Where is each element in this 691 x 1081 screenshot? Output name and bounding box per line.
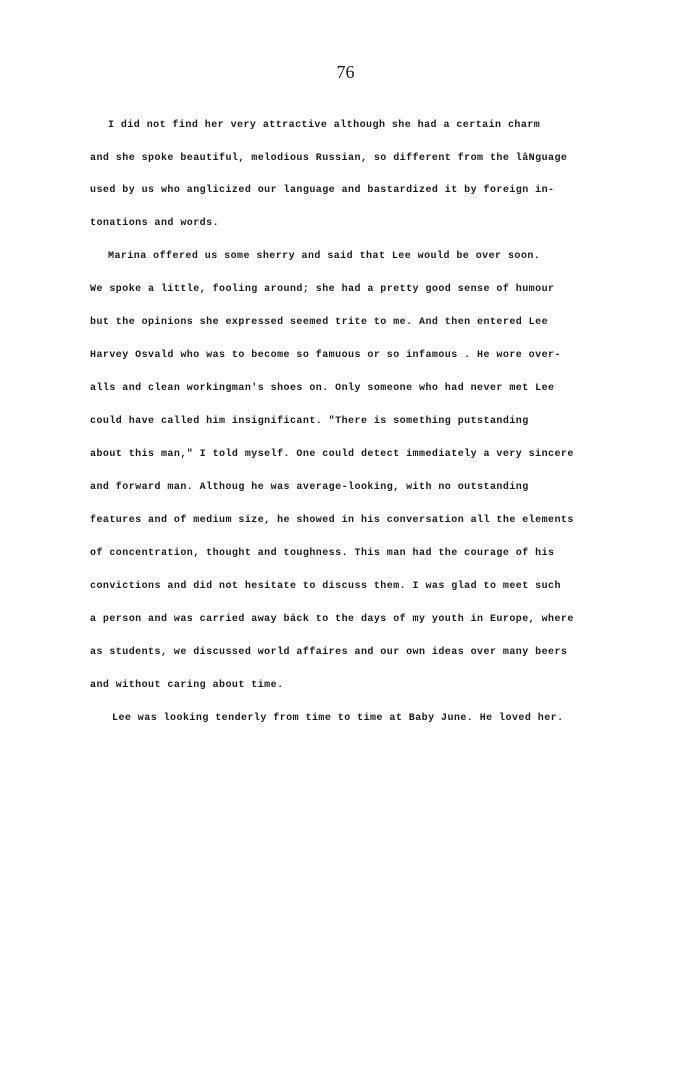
text-line: Harvey Osvald who was to become so famuous or so infamous . He wore over-: [90, 350, 561, 361]
text-line: Marina offered us some sherry and said that Lee would be over soon.: [108, 251, 541, 262]
text-line: and forward man. Althoug he was average-looking, with no outstanding: [90, 482, 529, 493]
text-line: tonations and words.: [90, 218, 220, 229]
text-line: and she spoke beautiful, melodious Russian, so different from the lâNguage: [90, 153, 568, 164]
text-line: Lee was looking tenderly from time to time at Baby June. He loved her.: [112, 713, 564, 724]
text-line: I did not find her very attractive although she had a certain charm: [108, 120, 541, 131]
text-line: as students, we discussed world affaires and our own ideas over many beers: [90, 647, 568, 658]
text-line: a person and was carried away báck to the days of my youth in Europe, where: [90, 614, 574, 625]
text-line: but the opinions she expressed seemed trite to me. And then entered Lee: [90, 317, 549, 328]
text-line: of concentration, thought and toughness. This man had the courage of his: [90, 548, 555, 559]
text-line: and without caring about time.: [90, 680, 284, 691]
text-line: convictions and did not hesitate to discuss them. I was glad to meet such: [90, 581, 561, 592]
page-number: 76: [336, 62, 355, 82]
text-line: used by us who anglicized our language and bastardized it by foreign in-: [90, 185, 555, 196]
text-line: about this man," I told myself. One could detect immediately a very sincere: [90, 449, 574, 460]
text-line: could have called him insignificant. "There is something putstanding: [90, 416, 529, 427]
text-line: alls and clean workingman's shoes on. Only someone who had never met Lee: [90, 383, 555, 394]
text-line: We spoke a little, fooling around; she had a pretty good sense of humour: [90, 284, 555, 295]
text-line: features and of medium size, he showed in his conversation all the elements: [90, 515, 574, 526]
